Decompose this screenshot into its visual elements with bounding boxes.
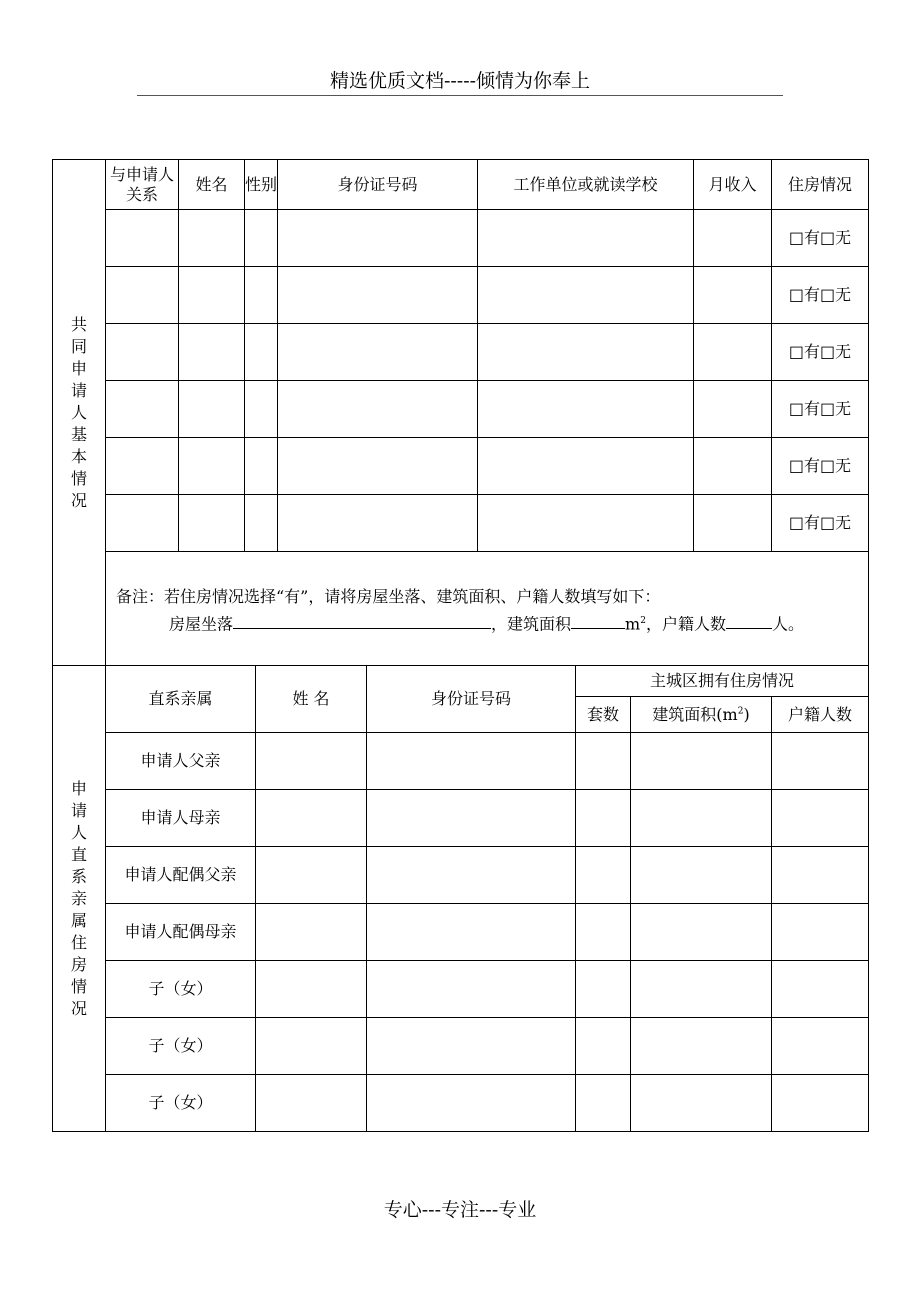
housing-note (106, 552, 869, 666)
housing-checkbox[interactable]: □有□无 (772, 324, 869, 381)
employer-cell[interactable] (478, 210, 694, 267)
id-number-cell[interactable] (278, 438, 478, 495)
name-cell[interactable] (179, 495, 245, 552)
name-cell[interactable] (179, 210, 245, 267)
name-cell[interactable] (256, 1075, 367, 1132)
income-cell[interactable] (694, 324, 772, 381)
area-unit-sup: 2 (640, 616, 646, 626)
income-cell[interactable] (694, 438, 772, 495)
document-footer: 专心---专注---专业 (383, 1199, 537, 1221)
relationship-cell[interactable] (106, 267, 179, 324)
table-row (53, 381, 869, 438)
id-number-cell[interactable] (367, 1075, 576, 1132)
sets-cell[interactable] (576, 1075, 631, 1132)
gender-cell[interactable] (245, 324, 278, 381)
relationship-cell[interactable] (106, 438, 179, 495)
relationship-cell[interactable] (106, 381, 179, 438)
name-cell[interactable] (256, 961, 367, 1018)
table-row (53, 210, 869, 267)
col-name-header: 姓 名 (256, 666, 367, 733)
relative-label: 子（女） (106, 1018, 256, 1075)
name-cell[interactable] (179, 438, 245, 495)
area-cell[interactable] (631, 904, 772, 961)
table-row (53, 847, 869, 904)
col-employer-header: 工作单位或就读学校 (478, 160, 694, 210)
table-row (53, 961, 869, 1018)
income-cell[interactable] (694, 267, 772, 324)
name-cell[interactable] (256, 1018, 367, 1075)
table-row (53, 267, 869, 324)
area-cell[interactable] (631, 961, 772, 1018)
residents-cell[interactable] (772, 1075, 869, 1132)
area-label: ，建筑面积 (491, 614, 572, 634)
sets-cell[interactable] (576, 1018, 631, 1075)
relationship-cell[interactable] (106, 324, 179, 381)
sets-cell[interactable] (576, 961, 631, 1018)
sets-cell[interactable] (576, 904, 631, 961)
employer-cell[interactable] (478, 495, 694, 552)
residents-cell[interactable] (772, 847, 869, 904)
name-cell[interactable] (256, 790, 367, 847)
id-number-cell[interactable] (278, 210, 478, 267)
col-sets-header: 套数 (576, 697, 631, 733)
residents-cell[interactable] (772, 961, 869, 1018)
id-number-cell[interactable] (367, 1018, 576, 1075)
gender-cell[interactable] (245, 210, 278, 267)
col-id-number-header: 身份证号码 (367, 666, 576, 733)
relatives-section-label: 申请人直系亲属住房情况 (53, 666, 106, 1132)
id-number-cell[interactable] (278, 267, 478, 324)
id-number-cell[interactable] (278, 324, 478, 381)
table-row (53, 733, 869, 790)
area-unit: m (625, 614, 641, 634)
residents-unit: 人。 (771, 614, 804, 634)
table-row (53, 790, 869, 847)
name-cell[interactable] (256, 904, 367, 961)
employer-cell[interactable] (478, 324, 694, 381)
col-gender-header: 性别 (245, 160, 278, 210)
relative-label: 申请人配偶父亲 (106, 847, 256, 904)
housing-checkbox[interactable]: □有□无 (772, 381, 869, 438)
id-number-cell[interactable] (278, 381, 478, 438)
col-relationship-header: 与申请人关系 (106, 160, 179, 210)
header-divider (137, 95, 783, 96)
table-row (53, 495, 869, 552)
col-relative-header: 直系亲属 (106, 666, 256, 733)
employer-cell[interactable] (478, 438, 694, 495)
table-row (53, 904, 869, 961)
relative-label: 子（女） (106, 961, 256, 1018)
id-number-cell[interactable] (367, 847, 576, 904)
table-row (53, 438, 869, 495)
note-line-2 (116, 609, 868, 636)
id-number-cell[interactable] (278, 495, 478, 552)
gender-cell[interactable] (245, 381, 278, 438)
col-residents-header: 户籍人数 (772, 697, 869, 733)
sets-cell[interactable] (576, 733, 631, 790)
id-number-cell[interactable] (367, 733, 576, 790)
col-name-header: 姓名 (179, 160, 245, 210)
co-applicant-section-label: 共同申请人基本情况 (53, 160, 106, 666)
relative-label: 申请人配偶母亲 (106, 904, 256, 961)
co-applicant-table (52, 159, 869, 666)
document-header: 精选优质文档-----倾情为你奉上 (329, 70, 591, 92)
col-area-header: 建筑面积$(m^2)$ (631, 697, 772, 733)
name-cell[interactable] (179, 324, 245, 381)
employer-cell[interactable] (478, 267, 694, 324)
name-cell[interactable] (179, 381, 245, 438)
area-cell[interactable] (631, 1018, 772, 1075)
area-cell[interactable] (631, 733, 772, 790)
table-row (53, 1018, 869, 1075)
col-income-header: 月收入 (694, 160, 772, 210)
relationship-cell[interactable] (106, 495, 179, 552)
table-row (53, 1075, 869, 1132)
name-cell[interactable] (256, 733, 367, 790)
income-cell[interactable] (694, 210, 772, 267)
residents-cell[interactable] (772, 1018, 869, 1075)
area-cell[interactable] (631, 790, 772, 847)
area-cell[interactable] (631, 847, 772, 904)
gender-cell[interactable] (245, 267, 278, 324)
sets-cell[interactable] (576, 847, 631, 904)
housing-checkbox[interactable]: □有□无 (772, 267, 869, 324)
residents-cell[interactable] (772, 790, 869, 847)
col-housing-group-header: 主城区拥有住房情况 (576, 666, 869, 697)
residents-cell[interactable] (772, 733, 869, 790)
income-cell[interactable] (694, 495, 772, 552)
income-cell[interactable] (694, 381, 772, 438)
employer-cell[interactable] (478, 381, 694, 438)
name-cell[interactable] (179, 267, 245, 324)
name-cell[interactable] (256, 847, 367, 904)
id-number-cell[interactable] (367, 961, 576, 1018)
relationship-cell[interactable] (106, 210, 179, 267)
relatives-housing-table (52, 665, 869, 1132)
gender-cell[interactable] (245, 438, 278, 495)
housing-checkbox[interactable]: □有□无 (772, 438, 869, 495)
location-field[interactable] (233, 612, 491, 629)
gender-cell[interactable] (245, 495, 278, 552)
id-number-cell[interactable] (367, 904, 576, 961)
sets-cell[interactable] (576, 790, 631, 847)
relative-label: 子（女） (106, 1075, 256, 1132)
relative-label: 申请人母亲 (106, 790, 256, 847)
area-cell[interactable] (631, 1075, 772, 1132)
relative-label: 申请人父亲 (106, 733, 256, 790)
note-line-1: 备注：若住房情况选择“有”，请将房屋坐落、建筑面积、户籍人数填写如下： (116, 587, 661, 606)
col-housing-header: 住房情况 (772, 160, 869, 210)
id-number-cell[interactable] (367, 790, 576, 847)
col-id-number-header: 身份证号码 (278, 160, 478, 210)
location-label: 房屋坐落 (169, 614, 234, 634)
housing-checkbox[interactable]: □有□无 (772, 495, 869, 552)
area-field[interactable] (571, 612, 625, 629)
residents-label: ，户籍人数 (645, 614, 726, 634)
residents-field[interactable] (726, 612, 772, 629)
residents-cell[interactable] (772, 904, 869, 961)
housing-checkbox[interactable]: □有□无 (772, 210, 869, 267)
table-row (53, 324, 869, 381)
